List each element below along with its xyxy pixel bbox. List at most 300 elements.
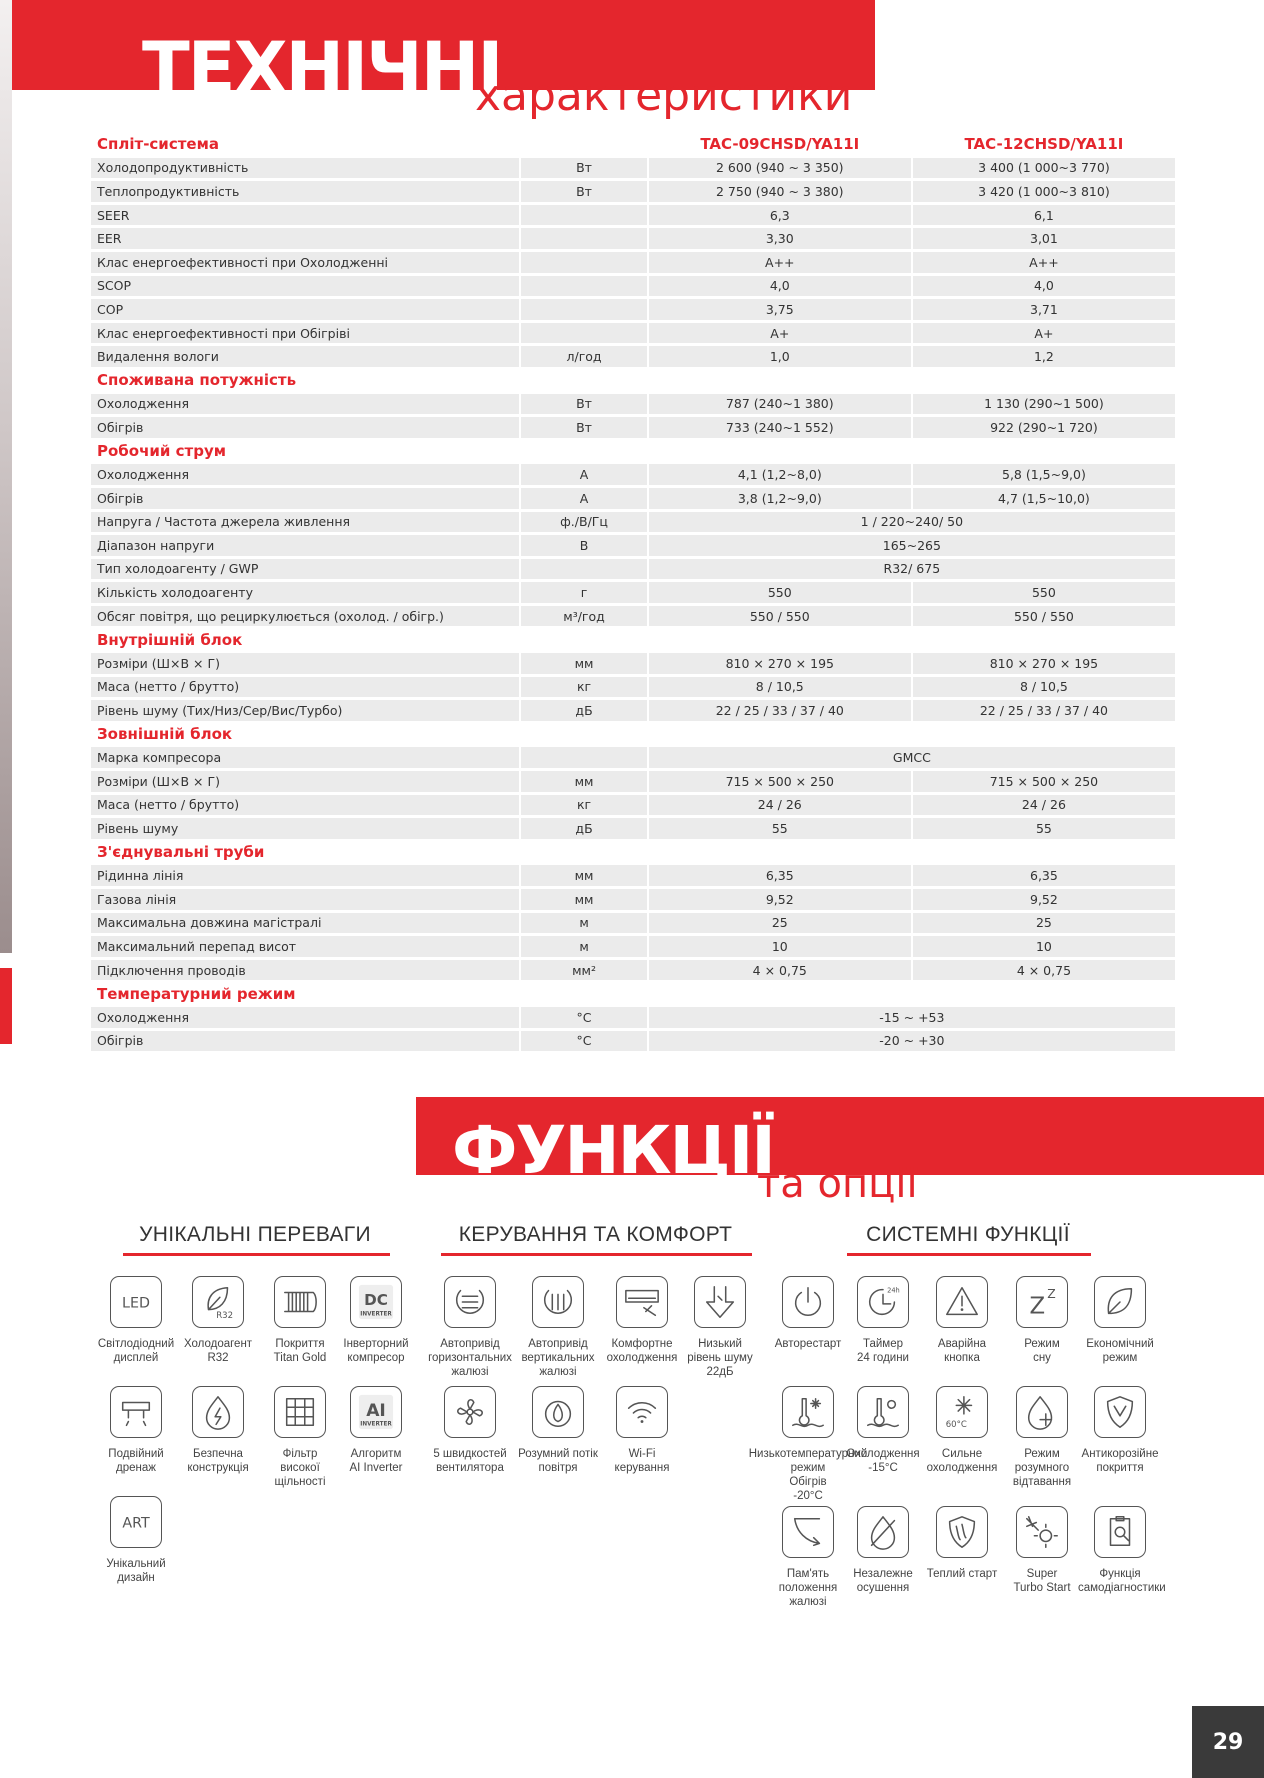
spec-value: 3 400 (1 000~3 770) [913, 158, 1175, 179]
spec-unit [521, 747, 646, 768]
svg-text:ART: ART [122, 1515, 150, 1532]
feature-label: Аварійна кнопка [937, 1338, 987, 1364]
spec-section-spacer [521, 370, 646, 391]
spec-unit: Вт [521, 158, 646, 179]
spec-section-spacer [649, 724, 911, 745]
spec-row [91, 488, 1175, 509]
spec-value: 4,7 (1,5~10,0) [913, 488, 1175, 509]
spec-param-label: Підключення проводів [91, 960, 519, 981]
spec-unit: м³/год [521, 606, 646, 627]
fan-icon [444, 1386, 496, 1438]
spec-section-title: Внутрішній блок [97, 630, 243, 649]
feature-item [258, 1276, 342, 1365]
feature-label: Безпечна конструкція [187, 1448, 249, 1474]
spec-row [91, 512, 1175, 533]
spec-value: 4 × 0,75 [649, 960, 911, 981]
spec-param-label: Видалення вологи [91, 346, 519, 367]
spec-unit: г [521, 582, 646, 603]
spec-value: A++ [913, 252, 1175, 273]
ai-inverter-icon [350, 1386, 402, 1438]
svg-text:DC: DC [364, 1290, 388, 1309]
wifi-icon [616, 1386, 668, 1438]
double-drain-icon [110, 1386, 162, 1438]
spec-param-label: Діапазон напруги [91, 535, 519, 556]
led-icon [110, 1276, 162, 1328]
spec-unit [521, 559, 646, 580]
spec-value: 6,3 [649, 205, 911, 226]
specs-title: ТЕХНІЧНІ [142, 27, 502, 109]
spec-value: 1 130 (290~1 500) [913, 394, 1175, 415]
feature-label: Таймер 24 години [857, 1338, 909, 1364]
spec-param-label: EER [91, 228, 519, 249]
spec-row [91, 913, 1175, 934]
spec-param-label: Газова лінія [91, 889, 519, 910]
spec-row [91, 1031, 1175, 1052]
feature-label: Функція самодіагностики [1078, 1568, 1166, 1594]
spec-unit [521, 323, 646, 344]
spec-value-shared: 1 / 220~240/ 50 [649, 512, 1175, 533]
spec-param-label: Теплопродуктивність [91, 181, 519, 202]
functions-subtitle: та опції [757, 1161, 918, 1207]
spec-row [91, 582, 1175, 603]
timer-24h-icon [857, 1276, 909, 1328]
spec-unit: мм [521, 771, 646, 792]
feature-item [334, 1276, 418, 1365]
horizontal-louver-icon [444, 1276, 496, 1328]
spec-value: 6,35 [649, 865, 911, 886]
spec-value: 10 [913, 936, 1175, 957]
low-temp-cooling-icon [857, 1386, 909, 1438]
spec-value: 3,71 [913, 299, 1175, 320]
model-name: TAC-09CHSD/YA11I [700, 135, 860, 154]
power-icon [782, 1276, 834, 1328]
spec-row [91, 889, 1175, 910]
spec-unit [521, 252, 646, 273]
model-name: TAC-12CHSD/YA11I [964, 135, 1124, 154]
spec-unit: °С [521, 1031, 646, 1052]
spec-param-label: Рідинна лінія [91, 865, 519, 886]
spec-section-spacer [521, 724, 646, 745]
spec-section-spacer [649, 370, 911, 391]
spec-param-label: Рівень шуму (Тих/Низ/Сер/Вис/Турбо) [91, 700, 519, 721]
spec-param-label: SEER [91, 205, 519, 226]
feature-item [258, 1386, 342, 1489]
feature-label: Розумний потік повітря [518, 1448, 598, 1474]
spec-value: 733 (240~1 552) [649, 417, 911, 438]
spec-unit: А [521, 464, 646, 485]
spec-section-spacer [521, 441, 646, 462]
spec-unit: ф./В/Гц [521, 512, 646, 533]
spec-param-label: Клас енергоефективності при Обігріві [91, 323, 519, 344]
svg-text:Z: Z [1029, 1293, 1046, 1320]
spec-param-label: Тип холодоагенту / GWP [91, 559, 519, 580]
spec-row [91, 936, 1175, 957]
spec-section-row [91, 629, 1175, 650]
spec-value: 3,30 [649, 228, 911, 249]
feature-label: 5 швидкостей вентилятора [433, 1448, 507, 1474]
spec-unit: кг [521, 795, 646, 816]
spec-value-shared: GMCC [649, 747, 1175, 768]
spec-param-label: Маса (нетто / брутто) [91, 677, 519, 698]
spec-row [91, 865, 1175, 886]
spec-value-shared: -15 ~ +53 [649, 1007, 1175, 1028]
spec-value: 10 [649, 936, 911, 957]
spec-row [91, 158, 1175, 179]
feature-label: Сильне охолодження [926, 1448, 998, 1474]
feature-label: Алгоритм AI Inverter [349, 1448, 403, 1474]
feature-item [428, 1276, 512, 1379]
spec-unit: м [521, 913, 646, 934]
spec-section-title: Температурний режим [97, 984, 296, 1003]
spec-section-row [91, 842, 1175, 863]
spec-unit: Вт [521, 417, 646, 438]
spec-value: 550 [913, 582, 1175, 603]
spec-section-row [91, 134, 1175, 155]
feature-label: Авторестарт [774, 1338, 842, 1350]
spec-unit [521, 228, 646, 249]
spec-value: 3,01 [913, 228, 1175, 249]
spec-value: 55 [649, 818, 911, 839]
spec-section-spacer [649, 629, 911, 650]
spec-unit [521, 299, 646, 320]
spec-value: 24 / 26 [913, 795, 1175, 816]
spec-param-label: COP [91, 299, 519, 320]
spec-unit: °С [521, 1007, 646, 1028]
spec-row [91, 700, 1175, 721]
spec-section-title: Робочий струм [97, 442, 226, 461]
spec-row [91, 299, 1175, 320]
spec-value: 2 750 (940 ~ 3 380) [649, 181, 911, 202]
spec-value-shared: 165~265 [649, 535, 1175, 556]
spec-value: 22 / 25 / 33 / 37 / 40 [649, 700, 911, 721]
safe-construction-icon [192, 1386, 244, 1438]
feature-item [600, 1386, 684, 1475]
spec-section-spacer [913, 370, 1175, 391]
feature-label: Подвійний дренаж [108, 1448, 164, 1474]
feature-label: Комфортне охолодження [606, 1338, 678, 1364]
feature-label: Антикорозійне покриття [1081, 1448, 1159, 1474]
feature-label: Економічний режим [1086, 1338, 1154, 1364]
spec-value: 9,52 [913, 889, 1175, 910]
spec-value: A+ [913, 323, 1175, 344]
spec-param-label: Розміри (Ш×В × Г) [91, 771, 519, 792]
spec-section-spacer [521, 842, 646, 863]
vertical-louver-icon [532, 1276, 584, 1328]
spec-section-spacer [913, 983, 1175, 1004]
feature-label: Теплий старт [926, 1568, 998, 1580]
feature-item [1078, 1506, 1166, 1595]
spec-unit: л/год [521, 346, 646, 367]
spec-value: 4,0 [649, 276, 911, 297]
spec-value: 810 × 270 × 195 [913, 653, 1175, 674]
feature-label: Охолодження -15°С [846, 1448, 920, 1474]
category-underline [441, 1253, 752, 1256]
turbo-start-icon [1016, 1506, 1068, 1558]
feature-label: Режим сну [1024, 1338, 1060, 1364]
feature-label: Інверторний компресор [343, 1338, 409, 1364]
feature-item [1078, 1386, 1162, 1475]
comfort-cooling-icon [616, 1276, 668, 1328]
feature-item [920, 1506, 1004, 1581]
spec-value: 550 [649, 582, 911, 603]
spec-param-label: Розміри (Ш×В × Г) [91, 653, 519, 674]
feature-item [841, 1386, 925, 1475]
feature-item [334, 1386, 418, 1475]
spec-unit [521, 205, 646, 226]
feature-item [1000, 1386, 1084, 1489]
spec-value-shared: -20 ~ +30 [649, 1031, 1175, 1052]
spec-value: A++ [649, 252, 911, 273]
spec-value: 922 (290~1 720) [913, 417, 1175, 438]
svg-text:INVERTER: INVERTER [360, 1311, 392, 1318]
high-density-filter-icon [274, 1386, 326, 1438]
smart-airflow-icon [532, 1386, 584, 1438]
spec-section-title: З'єднувальні труби [97, 843, 265, 862]
svg-text:INVERTER: INVERTER [360, 1421, 392, 1428]
spec-section-spacer [913, 842, 1175, 863]
feature-label: Покриття Titan Gold [273, 1338, 327, 1364]
spec-unit: кг [521, 677, 646, 698]
spec-section-spacer [521, 629, 646, 650]
sleep-icon [1016, 1276, 1068, 1328]
low-noise-icon [694, 1276, 746, 1328]
feature-label: Світлодіодний дисплей [97, 1338, 175, 1364]
titan-gold-coil-icon [274, 1276, 326, 1328]
anticorrosion-icon [1094, 1386, 1146, 1438]
spec-param-label: Охолодження [91, 394, 519, 415]
spec-param-label: SCOP [91, 276, 519, 297]
spec-section-title: Спліт-система [97, 135, 219, 154]
feature-label: Фільтр високої щільності [274, 1448, 326, 1488]
spec-value: 3,75 [649, 299, 911, 320]
spec-row [91, 181, 1175, 202]
spec-param-label: Клас енергоефективності при Охолодженні [91, 252, 519, 273]
page-number: 29 [1192, 1706, 1264, 1778]
spec-row [91, 653, 1175, 674]
spec-section-spacer [913, 629, 1175, 650]
feature-label: Незалежне осушення [853, 1568, 913, 1594]
spec-table [89, 131, 1177, 1054]
spec-row [91, 677, 1175, 698]
spec-value: 787 (240~1 380) [649, 394, 911, 415]
feature-label: Низькотемпературний режим Обігрів -20°С [748, 1448, 868, 1502]
self-diagnosis-icon [1094, 1506, 1146, 1558]
spec-unit: дБ [521, 700, 646, 721]
spec-row [91, 771, 1175, 792]
svg-text:60°C: 60°C [945, 1420, 967, 1431]
warm-start-icon [936, 1506, 988, 1558]
feature-item [94, 1386, 178, 1475]
spec-row [91, 1007, 1175, 1028]
r32-leaf-icon [192, 1276, 244, 1328]
spec-unit: мм [521, 653, 646, 674]
spec-section-title: Зовнішній блок [97, 725, 233, 744]
feature-item [516, 1276, 600, 1379]
spec-value: 6,35 [913, 865, 1175, 886]
spec-unit: мм [521, 889, 646, 910]
svg-text:24h: 24h [887, 1286, 900, 1295]
spec-value: 810 × 270 × 195 [649, 653, 911, 674]
spec-section-spacer [913, 441, 1175, 462]
category-underline [123, 1253, 390, 1256]
spec-param-label: Напруга / Частота джерела живлення [91, 512, 519, 533]
svg-text:Z: Z [1047, 1287, 1056, 1302]
svg-text:R32: R32 [216, 1311, 234, 1321]
spec-row [91, 323, 1175, 344]
spec-value: 24 / 26 [649, 795, 911, 816]
spec-row [91, 228, 1175, 249]
spec-value: 715 × 500 × 250 [649, 771, 911, 792]
feature-item [176, 1276, 260, 1365]
functions-title: ФУНКЦІЇ [452, 1112, 774, 1189]
spec-value: 55 [913, 818, 1175, 839]
spec-param-label: Охолодження [91, 1007, 519, 1028]
spec-value: 5,8 (1,5~9,0) [913, 464, 1175, 485]
spec-row [91, 960, 1175, 981]
feature-label: Wi-Fi керування [614, 1448, 670, 1474]
spec-param-label: Обігрів [91, 1031, 519, 1052]
spec-row [91, 606, 1175, 627]
feature-item [94, 1496, 178, 1585]
spec-param-label: Кількість холодоагенту [91, 582, 519, 603]
spec-section-title: Споживана потужність [97, 371, 297, 390]
independent-dry-icon [857, 1506, 909, 1558]
spec-section-spacer [913, 724, 1175, 745]
svg-text:AI: AI [366, 1400, 386, 1421]
feature-item [1078, 1276, 1162, 1365]
dc-inverter-icon [350, 1276, 402, 1328]
spec-value: 715 × 500 × 250 [913, 771, 1175, 792]
spec-unit: мм² [521, 960, 646, 981]
spec-value: A+ [649, 323, 911, 344]
spec-section-row [91, 370, 1175, 391]
feature-item [766, 1276, 850, 1351]
feature-label: Автопривід вертикальних жалюзі [521, 1338, 595, 1378]
spec-unit: м [521, 936, 646, 957]
spec-param-label: Максимальний перепад висот [91, 936, 519, 957]
feature-item [94, 1276, 178, 1365]
spec-section-spacer [649, 441, 911, 462]
spec-row [91, 346, 1175, 367]
feature-item [428, 1386, 512, 1475]
spec-param-label: Рівень шуму [91, 818, 519, 839]
spec-param-label: Обсяг повітря, що рециркулюється (охолод. / обігр.) [91, 606, 519, 627]
spec-param-label: Обігрів [91, 417, 519, 438]
side-gradient-bar [0, 0, 12, 953]
spec-unit: В [521, 535, 646, 556]
spec-section-row [91, 724, 1175, 745]
emergency-icon [936, 1276, 988, 1328]
spec-value: 550 / 550 [913, 606, 1175, 627]
feature-label: Автопривід горизонтальних жалюзі [428, 1338, 512, 1378]
spec-value-shared: R32/ 675 [649, 559, 1175, 580]
spec-section-row [91, 441, 1175, 462]
category-unique: УНІКАЛЬНІ ПЕРЕВАГИ [139, 1223, 371, 1246]
spec-row [91, 394, 1175, 415]
spec-unit: мм [521, 865, 646, 886]
spec-row [91, 464, 1175, 485]
spec-section-spacer [649, 842, 911, 863]
feature-label: Режим розумного відтавання [1012, 1448, 1072, 1488]
spec-value: 3 420 (1 000~3 810) [913, 181, 1175, 202]
spec-unit: Вт [521, 181, 646, 202]
spec-row [91, 252, 1175, 273]
spec-value: 4,0 [913, 276, 1175, 297]
spec-value: 25 [649, 913, 911, 934]
strong-cooling-icon [936, 1386, 988, 1438]
specs-subtitle: характеристики [475, 70, 853, 121]
low-temp-heating-icon [782, 1386, 834, 1438]
side-red-mark [0, 968, 12, 1044]
spec-value: 8 / 10,5 [913, 677, 1175, 698]
spec-param-label: Марка компресора [91, 747, 519, 768]
feature-item [841, 1276, 925, 1365]
spec-value: 3,8 (1,2~9,0) [649, 488, 911, 509]
feature-item [920, 1276, 1004, 1365]
spec-row [91, 276, 1175, 297]
spec-row [91, 535, 1175, 556]
svg-text:LED: LED [122, 1295, 150, 1312]
spec-section-row [91, 983, 1175, 1004]
spec-value: 6,1 [913, 205, 1175, 226]
spec-row [91, 818, 1175, 839]
feature-item [516, 1386, 600, 1475]
spec-value: 1,2 [913, 346, 1175, 367]
art-design-icon [110, 1496, 162, 1548]
spec-param-label: Охолодження [91, 464, 519, 485]
spec-value: 8 / 10,5 [649, 677, 911, 698]
smart-defrost-icon [1016, 1386, 1068, 1438]
spec-value: 1,0 [649, 346, 911, 367]
category-underline [847, 1253, 1091, 1256]
spec-param-label: Маса (нетто / брутто) [91, 795, 519, 816]
spec-param-label: Холодопродуктивність [91, 158, 519, 179]
feature-item [1000, 1276, 1084, 1365]
feature-item [678, 1276, 762, 1379]
feature-label: Унікальний дизайн [106, 1558, 166, 1584]
spec-row [91, 559, 1175, 580]
spec-param-label: Максимальна довжина магістралі [91, 913, 519, 934]
spec-section-spacer [521, 134, 646, 155]
feature-label: Холодоагент R32 [183, 1338, 253, 1364]
spec-row [91, 417, 1175, 438]
category-control: КЕРУВАННЯ ТА КОМФОРТ [458, 1223, 733, 1246]
feature-item [1000, 1506, 1084, 1595]
spec-section-spacer [521, 983, 646, 1004]
spec-value: 2 600 (940 ~ 3 350) [649, 158, 911, 179]
spec-param-label: Обігрів [91, 488, 519, 509]
spec-value: 4 × 0,75 [913, 960, 1175, 981]
feature-label: Super Turbo Start [1013, 1568, 1071, 1594]
spec-value: 550 / 550 [649, 606, 911, 627]
feature-item [766, 1506, 850, 1609]
category-system: СИСТЕМНІ ФУНКЦІЇ [866, 1223, 1070, 1246]
feature-label: Пам'ять положення жалюзі [778, 1568, 838, 1608]
feature-item [600, 1276, 684, 1365]
spec-value: 9,52 [649, 889, 911, 910]
spec-unit: Вт [521, 394, 646, 415]
feature-item [920, 1386, 1004, 1475]
spec-value: 4,1 (1,2~8,0) [649, 464, 911, 485]
feature-item [841, 1506, 925, 1595]
spec-unit: А [521, 488, 646, 509]
feature-item [176, 1386, 260, 1475]
spec-row [91, 795, 1175, 816]
feature-label: Низький рівень шуму 22дБ [687, 1338, 753, 1378]
spec-row [91, 205, 1175, 226]
spec-value: 25 [913, 913, 1175, 934]
spec-unit: дБ [521, 818, 646, 839]
